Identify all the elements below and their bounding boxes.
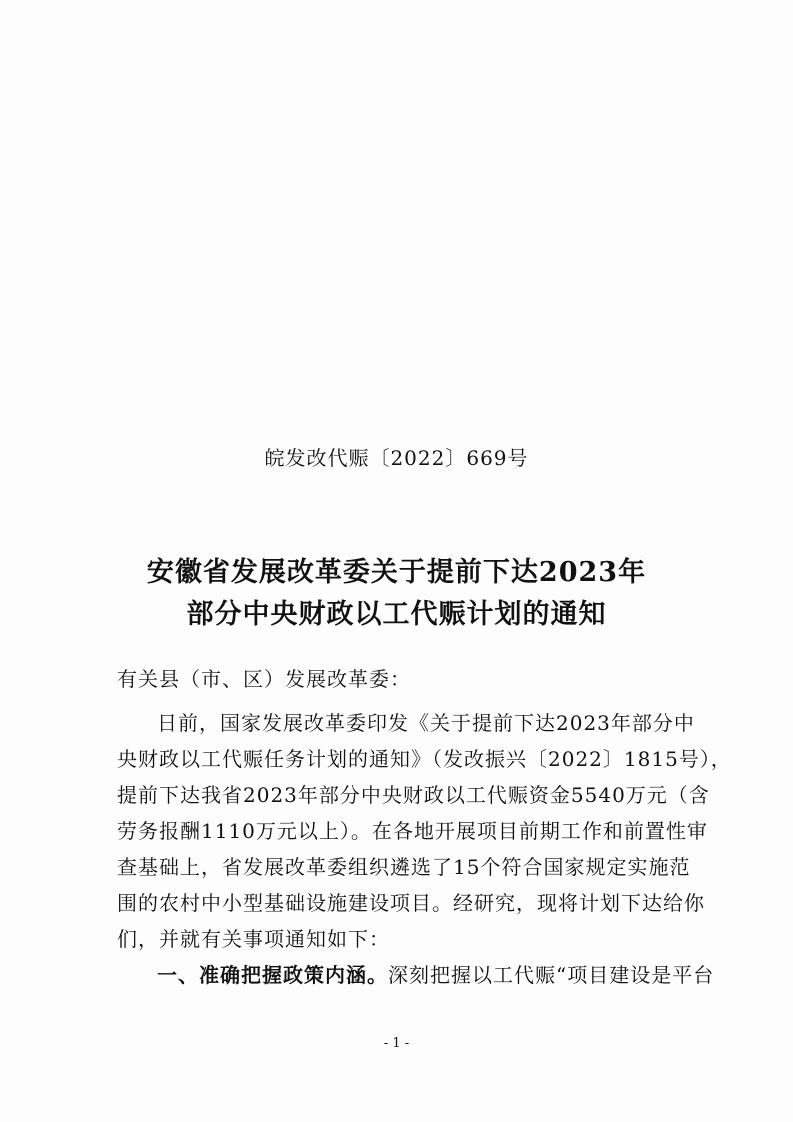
body-line: 围的农村中小型基础设施建设项目。经研究，现将计划下达给你 bbox=[117, 891, 705, 915]
document-number: 皖发改代赈〔2022〕669号 bbox=[264, 446, 529, 470]
body-line: 日前，国家发展改革委印发《关于提前下达2023年部分中 bbox=[157, 711, 695, 735]
body-line: 提前下达我省2023年部分中央财政以工代赈资金5540万元（含 bbox=[117, 783, 710, 807]
salutation: 有关县（市、区）发展改革委： bbox=[117, 667, 411, 691]
body-line: 央财政以工代赈任务计划的通知》（发改振兴〔2022〕1815号）， bbox=[117, 747, 732, 771]
document-title-line-1: 安徽省发展改革委关于提前下达2023年 bbox=[146, 557, 647, 588]
section-1-text: 深刻把握以工代赈“项目建设是平台 bbox=[388, 963, 715, 987]
section-1-heading: 一、准确把握政策内涵。 bbox=[157, 963, 388, 987]
body-line: 查基础上，省发展改革委组织遴选了15个符合国家规定实施范 bbox=[117, 855, 691, 879]
section-1-line bbox=[157, 959, 714, 988]
document-title-line-2: 部分中央财政以工代赈计划的通知 bbox=[186, 599, 607, 630]
body-line: 们，并就有关事项通知如下： bbox=[117, 927, 390, 951]
body-line: 劳务报酬1110万元以上）。在各地开展项目前期工作和前置性审 bbox=[117, 819, 708, 843]
page-number: - 1 - bbox=[383, 1036, 410, 1051]
